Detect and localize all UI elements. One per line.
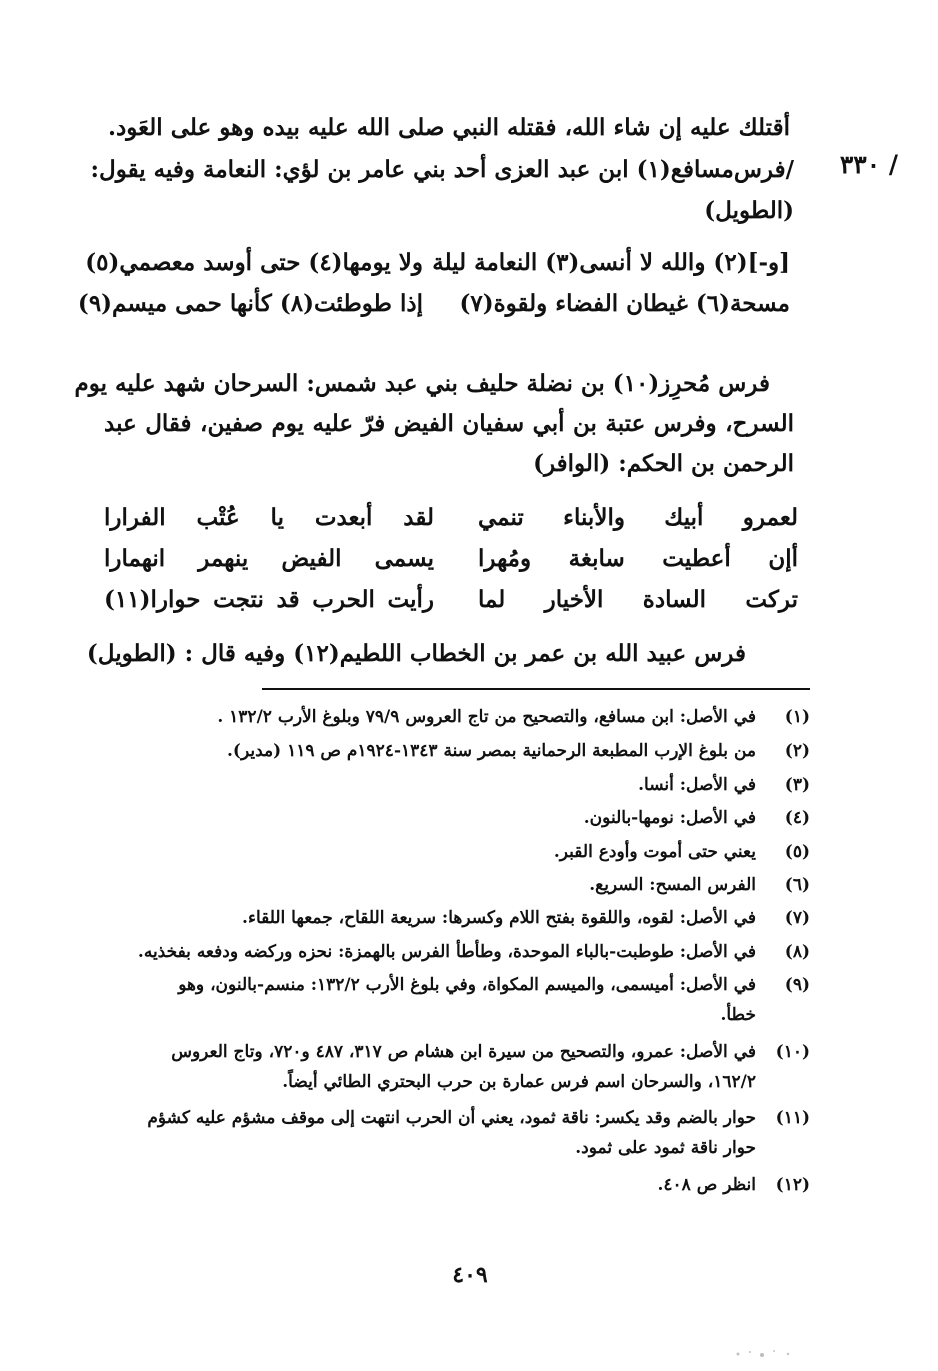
verse-hemistich-left: يسمى الفيض ينهمر انهمارا: [104, 545, 434, 572]
footnote: [110, 937, 810, 967]
footnote: [110, 970, 810, 1030]
page-number: ٤٠٩: [452, 1262, 488, 1288]
footnote-text: انظر ص ٤٠٨.: [657, 1175, 756, 1195]
footnote: [110, 1037, 810, 1097]
footnote: [110, 1103, 810, 1163]
footnote-number: (٥): [784, 842, 810, 862]
body-line-5: الرحمن بن الحكم: (الوافر): [533, 450, 794, 477]
footnote-text: في الأصل: نومها-بالنون.: [583, 808, 756, 828]
meter-label: (الطويل): [704, 197, 794, 224]
footnote-number: (١): [784, 707, 810, 727]
footnote-text-continued: ١٦٢/٢، والسرحان اسم فرس عمارة بن حرب البحتري الطائي أيضاً.: [282, 1072, 756, 1092]
footnote-text-continued: خطأ.: [720, 1005, 756, 1025]
footnote-text: حوار بالضم وقد يكسر: ناقة ثمود، يعني أن الحرب انتهت إلى موقف مشؤم عليه كشؤم: [147, 1108, 756, 1128]
footnote-number: (٤): [784, 808, 810, 828]
footnote-number: (١٠): [775, 1042, 810, 1062]
footnote: [110, 702, 810, 732]
footnote-text: يعني حتى أموت وأودع القبر.: [553, 842, 756, 862]
scan-noise-mark: [730, 1346, 800, 1360]
verse-hemistich-right: مسحة(٦) غيطان الفضاء ولقوة(٧): [459, 290, 790, 317]
footnote-text: في الأصل: طوطبت-بالباء الموحدة، وطأطأ الفرس بالهمزة: نحزه وركضه ودفعه بفخذيه.: [137, 942, 756, 962]
footnote-number: (٨): [784, 942, 810, 962]
verse-hemistich-right: أإن أعطيت سابغة ومُهرا: [478, 545, 798, 572]
footnote: [110, 803, 810, 833]
margin-page-number: / ٣٣٠: [839, 150, 898, 179]
footnote: [110, 1170, 810, 1200]
footnote-text-continued: حوار ناقة ثمود على ثمود.: [575, 1138, 756, 1158]
body-line-4: السرح، وفرس عتبة بن أبي سفيان الفيض فرّ عليه يوم صفين، فقال عبد: [104, 410, 794, 437]
footnote: [110, 770, 810, 800]
body-line-1: أقتلك عليه إن شاء الله، فقتله النبي صلى الله عليه بيده وهو على العَود.: [108, 114, 790, 141]
verse-hemistich-left: إذا طوطئت(٨) كأنها حمى ميسم(٩): [77, 290, 423, 317]
verse-hemistich-left: لقد أبعدت يا عُتْب الفرارا: [104, 504, 434, 531]
body-line-2: /فرس‌مسافع(١) ابن عبد العزى أحد بني عامر بن لؤي: النعامة وفيه يقول:: [90, 156, 794, 183]
verse-hemistich-left: ولا يومها(٤) حتى أوسد معصمي(٥): [85, 249, 423, 276]
verse-hemistich-right: تركت السادة الأخيار لما: [478, 586, 798, 613]
body-line-6: فرس عبيد الله بن عمر بن الخطاب اللطيم(١٢) وفيه قال : (الطويل): [86, 640, 746, 667]
footnote-text: في الأصل: عمرو، والتصحيح من سيرة ابن هشام ص ٣١٧، ٤٨٧ و٧٢٠، وتاج العروس: [171, 1042, 756, 1062]
footnote-text: في الأصل: أميسمى، والميسم المكواة، وفي بلوغ الأرب ١٣٢/٢: منسم-بالنون، وهو: [178, 975, 756, 995]
footnote: [110, 837, 810, 867]
footnote-number: (١١): [775, 1108, 810, 1128]
footnote-number: (٦): [784, 875, 810, 895]
body-line-3: فرس مُحرِز(١٠) بن نضلة حليف بني عبد شمس: السرحان شهد عليه يوم: [74, 370, 770, 397]
verse-hemistich-left: رأيت الحرب قد نتجت حوارا(١١): [104, 586, 434, 613]
footnote: [110, 736, 810, 766]
footnote: [110, 870, 810, 900]
footnote-text: في الأصل: لقوه، واللقوة بفتح اللام وكسرها: سريعة اللقاح، جمعها اللقاء.: [242, 908, 756, 928]
verse-hemistich-right: [و-](٢) والله لا أنسى(٣) النعامة ليلة: [432, 249, 790, 276]
footnote-number: (٧): [784, 908, 810, 928]
footnote-number: (٢): [784, 741, 810, 761]
footnote-number: (٣): [784, 775, 810, 795]
footnote-text: الفرس المسح: السريع.: [589, 875, 756, 895]
footnote: [110, 903, 810, 933]
footnote-text: في الأصل: ابن مسافع، والتصحيح من تاج العروس ٧٩/٩ وبلوغ الأرب ١٣٢/٢ .: [217, 707, 756, 727]
footnote-number: (٩): [784, 975, 810, 995]
footnote-text: في الأصل: أنسا.: [638, 775, 756, 795]
verse-hemistich-right: لعمرو أبيك والأبناء تنمي: [478, 504, 798, 531]
footnote-text: من بلوغ الإرب المطبعة الرحمانية بمصر سنة ١٣٤٣-١٩٢٤م ص ١١٩ (مدير).: [227, 741, 756, 761]
footnote-number: (١٢): [775, 1175, 810, 1195]
footnote-separator: [262, 688, 810, 690]
